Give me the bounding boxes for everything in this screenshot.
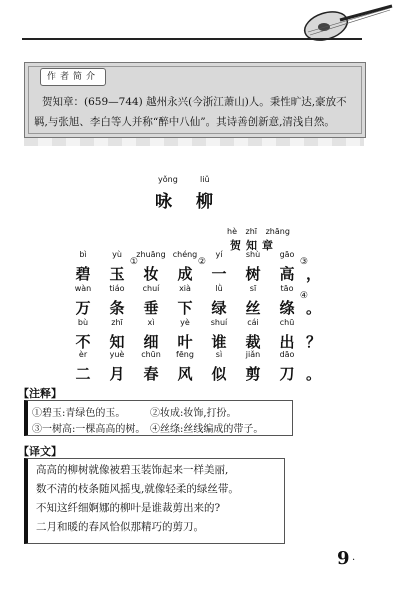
footnote-marker: ④ [299, 290, 308, 301]
poem-char: 二 [75, 364, 91, 383]
header-rule [22, 38, 362, 40]
pinyin: chūn [141, 350, 161, 359]
author-bio-tab: 作者简介 [40, 68, 106, 86]
poem-char: 高 ③ [279, 256, 308, 283]
translation-line-4: 二月和暖的春风恰似那精巧的剪刀。 [36, 521, 204, 533]
pinyin: cái [247, 318, 259, 327]
punctuation: 。 [306, 298, 322, 317]
poem-char: 绿 [211, 298, 227, 317]
poem-char: 似 [211, 364, 227, 383]
translation-line-1: 高高的柳树就像被碧玉装饰起来一样美丽, [36, 464, 229, 476]
poem-line-1 [66, 250, 321, 284]
translation-line-3: 不知这纤细婀娜的柳叶是谁裁剪出来的? [36, 502, 221, 514]
pinyin: chuí [142, 284, 160, 293]
punctuation: ？ [306, 332, 322, 351]
pinyin: sì [215, 350, 223, 359]
pinyin: jiǎn [245, 350, 261, 359]
author-pinyin: hè zhī zhāng [227, 227, 290, 236]
poem-char: 月 [109, 364, 125, 383]
poem-char: 谁 [211, 332, 227, 351]
author-name: 贺知章 [230, 239, 278, 252]
poem-char: 不 [75, 332, 91, 351]
pinyin: tāo [280, 284, 294, 293]
pinyin: bù [77, 318, 89, 327]
translation-label: 【译文】 [18, 445, 62, 458]
footnote-marker: ③ [299, 256, 308, 267]
pinyin: wàn [74, 284, 92, 293]
poem-char: 裁 [245, 332, 261, 351]
poem-char: 春 [143, 364, 159, 383]
note-item-3: ③一树高:一棵高高的树。 [32, 424, 146, 435]
pinyin: chū [279, 318, 295, 327]
pinyin: shuí [210, 318, 228, 327]
punctuation: 。 [306, 364, 322, 383]
poem-char: 一 [211, 264, 227, 283]
poem-char: 绦 ④ [279, 290, 308, 317]
pinyin: fēng [176, 350, 194, 359]
note-item-1: ①碧玉:青绿色的玉。 [32, 408, 126, 419]
poem-char: 刀 [279, 364, 295, 383]
poem-char: 叶 [177, 332, 193, 351]
poem-title-char-2: 柳 [196, 192, 215, 212]
footnote-marker: ② [197, 256, 206, 267]
title-pinyin-2: liǔ [200, 175, 210, 184]
poem-line-2 [66, 284, 321, 318]
poem-char: 万 [75, 298, 91, 317]
page-number: 9 [337, 548, 350, 569]
poem-char: 出 [279, 332, 295, 351]
poem-line-4 [66, 350, 321, 384]
title-pinyin-1: yǒng [158, 175, 178, 184]
author-bio-text: 贺知章：(659—744) 越州永兴(今浙江萧山)人。秉性旷达,豪放不羁,与张旭、李白等人并称“醉中八仙”。其诗善创新意,清浅自然。 [34, 96, 347, 128]
pinyin: yuè [109, 350, 125, 359]
footnote-marker: ① [129, 256, 138, 267]
poem-char: 条 [109, 298, 125, 317]
page-number-dot: . [352, 552, 356, 563]
note-item-4: ④丝绦:丝线编成的带子。 [150, 424, 264, 435]
poem-char: 碧 [75, 264, 91, 283]
poem-line-3 [66, 318, 321, 352]
notes-label: 【注释】 [18, 387, 62, 400]
pinyin: yù [112, 250, 122, 259]
pinyin: tiáo [109, 284, 125, 293]
pinyin: èr [78, 350, 88, 359]
poem-char: 剪 [245, 364, 261, 383]
poem-title-char-1: 咏 [155, 192, 174, 212]
pinyin: lǜ [215, 284, 223, 293]
poem-char: 知 [109, 332, 125, 351]
pinyin: xià [179, 284, 191, 293]
pinyin: xì [147, 318, 155, 327]
punctuation: ， [306, 264, 322, 283]
decorative-strip [24, 138, 364, 146]
poem-char: 垂 [143, 298, 159, 317]
pinyin: chéng [172, 250, 198, 259]
poem-char: 风 [177, 364, 193, 383]
poem-char: 树 [245, 264, 261, 283]
poem-char: 妆 [143, 264, 159, 283]
poem-char: 细 [143, 332, 159, 351]
poem-char: 玉 ① [109, 256, 138, 283]
note-item-2: ②妆成:妆饰,打扮。 [150, 408, 237, 419]
poem-char: 丝 [245, 298, 261, 317]
poem-char: 下 [177, 298, 193, 317]
pinyin: yí [215, 250, 223, 259]
pipa-lute-icon [300, 2, 396, 42]
poem-char: 成 ② [177, 256, 206, 283]
pinyin: gāo [279, 250, 295, 259]
pinyin: shù [245, 250, 261, 259]
translation-line-2: 数不清的枝条随风摇曳,就像轻柔的绿丝带。 [36, 483, 239, 495]
pinyin: zhuāng [136, 250, 166, 259]
pinyin: yè [180, 318, 190, 327]
pinyin: dāo [279, 350, 295, 359]
pinyin: bì [79, 250, 87, 259]
pinyin: sī [249, 284, 257, 293]
pinyin: zhī [111, 318, 123, 327]
